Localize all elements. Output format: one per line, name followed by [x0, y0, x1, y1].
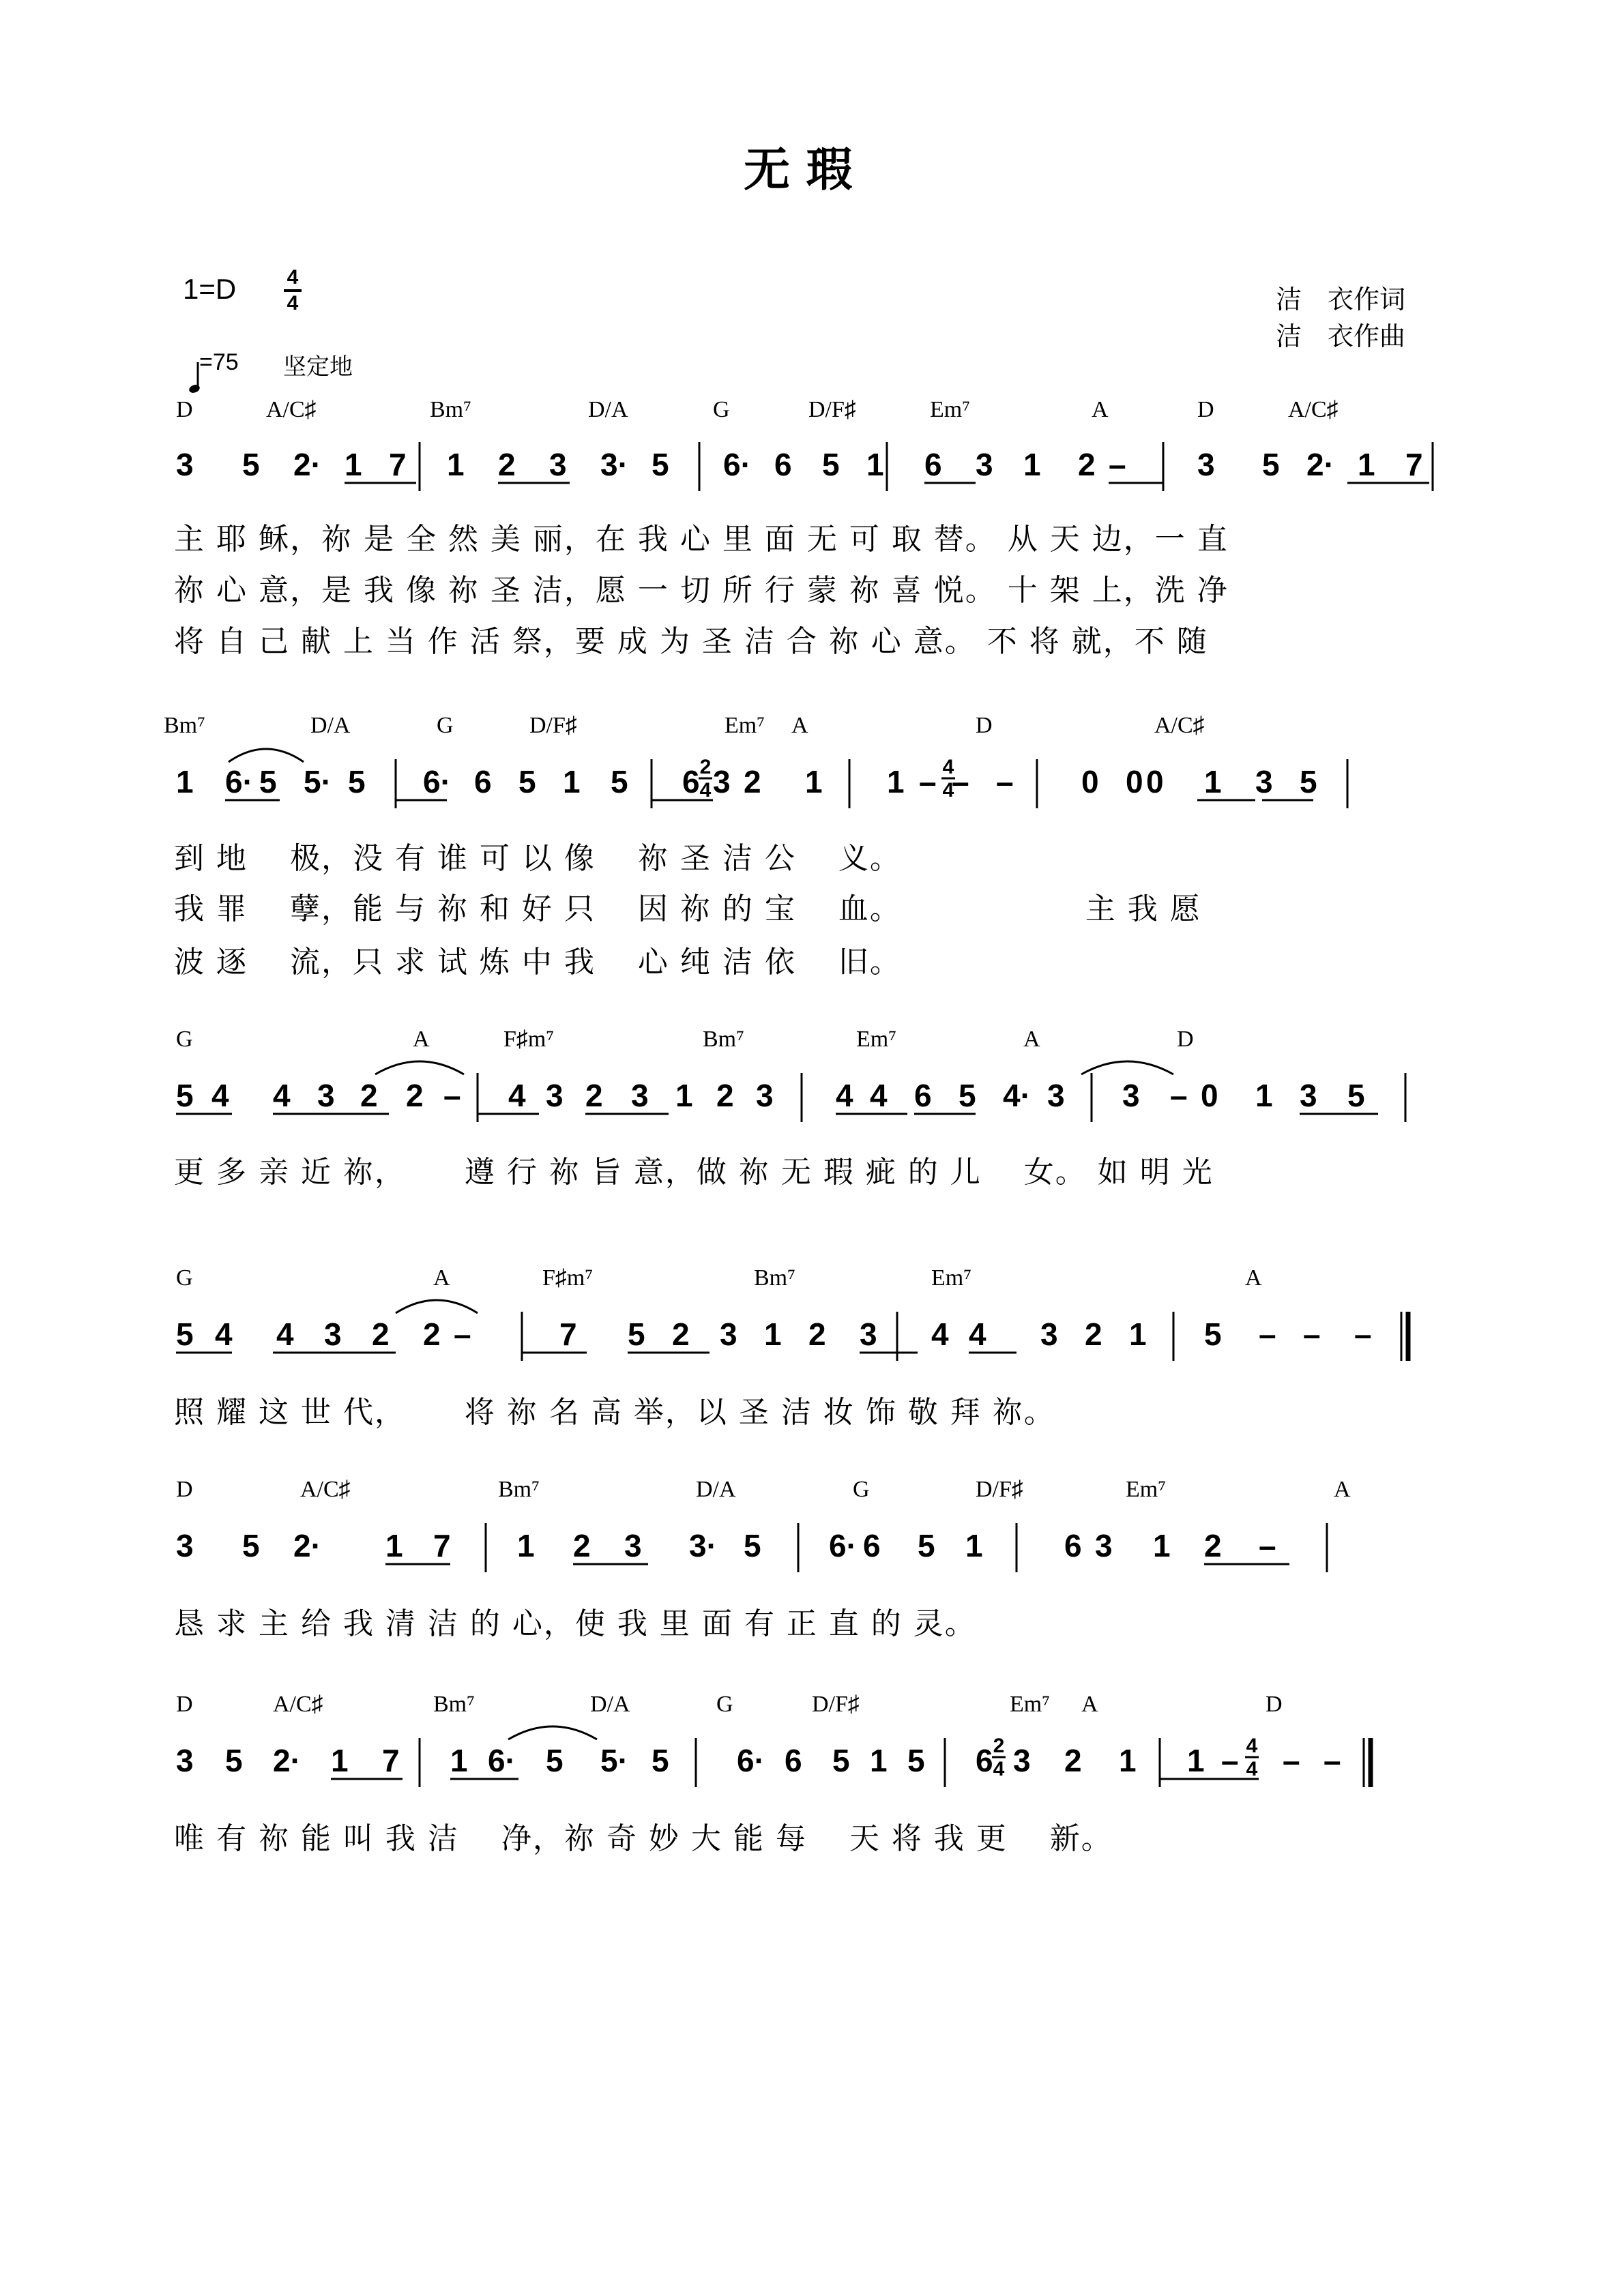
- note-numeral: 5: [611, 764, 628, 799]
- note-numeral: 3: [756, 1078, 774, 1113]
- chord-symbol: D/F♯: [808, 397, 856, 422]
- note-numeral: 6·: [225, 764, 253, 799]
- chord-symbol: Bm⁷: [703, 1027, 744, 1052]
- note-numeral: –: [1259, 1316, 1276, 1352]
- note-numeral: 2: [808, 1316, 826, 1352]
- note-numeral: 5: [348, 764, 366, 799]
- chord-symbol: Bm⁷: [430, 397, 471, 422]
- chord-symbol: G: [176, 1027, 193, 1052]
- note-numeral: 4: [931, 1316, 949, 1352]
- note-numeral: 5: [918, 1528, 935, 1563]
- chord-symbol: G: [437, 713, 454, 738]
- chord-symbol: D: [176, 1692, 193, 1717]
- chord-symbol: A: [1023, 1027, 1040, 1052]
- note-numeral: 1: [1153, 1528, 1171, 1563]
- note-numeral: 2: [1064, 1743, 1082, 1778]
- note-numeral: 1: [1204, 764, 1222, 799]
- note-numeral: 5: [832, 1743, 850, 1778]
- note-numeral: 5: [1300, 764, 1317, 799]
- chord-symbol: D: [976, 713, 993, 738]
- note-numeral: 5: [259, 764, 277, 799]
- chord-symbol: A/C♯: [300, 1477, 351, 1502]
- chord-symbol: F♯m⁷: [542, 1265, 594, 1291]
- note-numeral: 7: [433, 1528, 451, 1563]
- note-numeral: 3: [624, 1528, 642, 1563]
- chord-symbol: D: [1266, 1692, 1283, 1717]
- note-numeral: 2·: [273, 1743, 301, 1778]
- note-numeral: 1: [1187, 1743, 1205, 1778]
- lyric-line: 波 逐 流，只 求 试 炼 中 我 心 纯 洁 依 旧。: [174, 945, 901, 980]
- note-numeral: 3: [631, 1078, 649, 1113]
- note-numeral: –: [952, 764, 969, 799]
- note-numeral: 5: [242, 1528, 260, 1563]
- note-numeral: 3: [1197, 447, 1215, 482]
- note-numeral: 1: [176, 764, 194, 799]
- chord-symbol: Em⁷: [725, 713, 765, 738]
- note-numeral: 3: [176, 1743, 194, 1778]
- note-numeral: 2: [585, 1078, 603, 1113]
- note-numeral: 3: [1255, 764, 1273, 799]
- note-numeral: 1: [1255, 1078, 1273, 1113]
- time-signature-top: 4: [287, 266, 299, 289]
- meter-change-top: 4: [1246, 1735, 1258, 1757]
- note-numeral: 2·: [1306, 447, 1334, 482]
- key-signature: 1=D: [183, 273, 237, 305]
- note-numeral: 1: [450, 1743, 468, 1778]
- chord-symbol: Bm⁷: [754, 1265, 795, 1291]
- note-numeral: 6: [774, 447, 792, 482]
- note-numeral: 3: [713, 764, 731, 799]
- chord-symbol: A/C♯: [1154, 713, 1205, 738]
- note-numeral: 5: [518, 764, 536, 799]
- note-numeral: 1: [1358, 447, 1375, 482]
- note-numeral: 2: [372, 1316, 390, 1352]
- slur-arc: [375, 1061, 464, 1074]
- note-numeral: 6: [924, 447, 942, 482]
- note-numeral: 3: [1095, 1528, 1113, 1563]
- note-numeral: 1: [447, 447, 465, 482]
- note-numeral: 6: [914, 1078, 932, 1113]
- note-numeral: 2: [1204, 1528, 1222, 1563]
- chord-symbol: D/A: [696, 1477, 736, 1502]
- note-numeral: 3: [176, 447, 194, 482]
- lyric-line: 主 耶 稣，祢 是 全 然 美 丽，在 我 心 里 面 无 可 取 替。 从 天 边，一 直: [174, 522, 1229, 557]
- note-numeral: 4: [836, 1078, 853, 1113]
- note-numeral: 2·: [293, 447, 321, 482]
- note-numeral: 5: [1262, 447, 1280, 482]
- chord-symbol: A: [1245, 1265, 1262, 1291]
- note-numeral: 3·: [600, 447, 628, 482]
- chord-symbol: D/F♯: [812, 1692, 860, 1717]
- note-numeral: 3: [1047, 1078, 1065, 1113]
- chord-symbol: D: [176, 397, 193, 422]
- note-numeral: 1: [331, 1743, 349, 1778]
- chord-symbol: D/A: [588, 397, 628, 422]
- note-numeral: 1: [1129, 1316, 1147, 1352]
- chord-symbol: G: [713, 397, 730, 422]
- note-numeral: 1: [1023, 447, 1041, 482]
- note-numeral: 5: [744, 1528, 761, 1563]
- note-numeral: 5·: [600, 1743, 628, 1778]
- note-numeral: 6: [1064, 1528, 1082, 1563]
- chord-symbol: Em⁷: [1010, 1692, 1051, 1717]
- chord-symbol: Em⁷: [930, 397, 971, 422]
- note-numeral: –: [1259, 1528, 1276, 1563]
- chord-symbol: Em⁷: [856, 1027, 897, 1052]
- note-numeral: 7: [559, 1316, 577, 1352]
- note-numeral: 1: [965, 1528, 983, 1563]
- note-numeral: 6·: [829, 1528, 857, 1563]
- lyric-line: 我 罪 孽，能 与 祢 和 好 只 因 祢 的 宝 血。 主 我 愿: [174, 892, 1201, 926]
- chord-symbol: A: [1334, 1477, 1351, 1502]
- note-numeral: 3·: [689, 1528, 717, 1563]
- note-numeral: 3: [317, 1078, 335, 1113]
- note-numeral: 1: [1119, 1743, 1137, 1778]
- chord-symbol: A/C♯: [273, 1692, 323, 1717]
- note-numeral: 3: [860, 1316, 877, 1352]
- note-numeral: 5: [959, 1078, 976, 1113]
- chord-symbol: D/F♯: [529, 713, 577, 738]
- note-numeral: 5: [225, 1743, 243, 1778]
- note-numeral: –: [1303, 1316, 1321, 1352]
- note-numeral: 6·: [723, 447, 751, 482]
- note-numeral: 4: [211, 1078, 229, 1113]
- time-signature-bottom: 4: [287, 292, 299, 314]
- note-numeral: 1: [870, 1743, 888, 1778]
- slur-arc: [508, 1726, 597, 1739]
- note-numeral: 1: [563, 764, 581, 799]
- note-numeral: 1: [385, 1528, 403, 1563]
- chord-symbol: D: [1177, 1027, 1194, 1052]
- note-numeral: –: [1109, 447, 1126, 482]
- lyricist-credit: 洁 衣作词: [1276, 284, 1406, 314]
- tempo-marking: =75: [199, 349, 239, 375]
- note-numeral: 2: [716, 1078, 734, 1113]
- lyric-line: 恳 求 主 给 我 清 洁 的 心，使 我 里 面 有 正 直 的 灵。: [174, 1606, 976, 1641]
- note-numeral: 2: [573, 1528, 591, 1563]
- note-numeral: 2: [360, 1078, 378, 1113]
- note-numeral: 6·: [423, 764, 451, 799]
- note-numeral: 5: [546, 1743, 564, 1778]
- slur-arc: [1081, 1061, 1173, 1074]
- note-numeral: 6: [682, 764, 700, 799]
- note-numeral: 0: [1126, 764, 1143, 799]
- meter-change-bottom: 4: [942, 779, 954, 801]
- note-numeral: 0: [1201, 1078, 1218, 1113]
- note-numeral: 3: [549, 447, 567, 482]
- note-numeral: –: [919, 764, 937, 799]
- note-numeral: –: [1324, 1743, 1341, 1778]
- note-numeral: 5: [176, 1316, 194, 1352]
- note-numeral: –: [996, 764, 1014, 799]
- note-numeral: 4: [508, 1078, 526, 1113]
- note-numeral: 5: [628, 1316, 645, 1352]
- chord-symbol: G: [176, 1265, 193, 1291]
- note-numeral: 0: [1146, 764, 1164, 799]
- note-numeral: 7: [389, 447, 407, 482]
- lyric-line: 将 自 己 献 上 当 作 活 祭，要 成 为 圣 洁 合 祢 心 意。 不 将 就，不 随: [174, 624, 1208, 659]
- chord-symbol: A: [433, 1265, 450, 1291]
- note-numeral: 1: [675, 1078, 693, 1113]
- note-numeral: –: [1354, 1316, 1372, 1352]
- note-numeral: –: [1283, 1743, 1300, 1778]
- chord-symbol: D: [176, 1477, 193, 1502]
- note-numeral: 5: [242, 447, 260, 482]
- chord-symbol: D/F♯: [976, 1477, 1023, 1502]
- note-numeral: 2: [744, 764, 761, 799]
- meter-change-bottom: 4: [993, 1758, 1005, 1780]
- note-numeral: 3: [324, 1316, 342, 1352]
- note-numeral: 3: [1122, 1078, 1140, 1113]
- slur-arc: [229, 749, 304, 762]
- chord-symbol: D: [1197, 397, 1214, 422]
- chord-symbol: Em⁷: [931, 1265, 972, 1291]
- chord-symbol: Bm⁷: [433, 1692, 475, 1717]
- note-numeral: 5: [652, 447, 669, 482]
- note-numeral: 1: [517, 1528, 535, 1563]
- chord-symbol: G: [853, 1477, 870, 1502]
- chord-symbol: Em⁷: [1126, 1477, 1167, 1502]
- note-numeral: 3: [1300, 1078, 1317, 1113]
- lyric-line: 唯 有 祢 能 叫 我 洁 净，祢 奇 妙 大 能 每 天 将 我 更 新。: [174, 1821, 1113, 1856]
- note-numeral: 6·: [737, 1743, 765, 1778]
- note-numeral: 4: [870, 1078, 888, 1113]
- chord-symbol: A/C♯: [266, 397, 317, 422]
- note-numeral: 1: [887, 764, 905, 799]
- chord-symbol: D/A: [590, 1692, 630, 1717]
- note-numeral: 6: [474, 764, 492, 799]
- note-numeral: 6: [863, 1528, 881, 1563]
- chord-symbol: A: [1092, 397, 1109, 422]
- note-numeral: –: [443, 1078, 461, 1113]
- lyric-line: 更 多 亲 近 祢， 遵 行 祢 旨 意，做 祢 无 瑕 疵 的 儿 女。 如 明 光: [174, 1155, 1214, 1190]
- note-numeral: 1: [805, 764, 823, 799]
- note-numeral: –: [1221, 1743, 1239, 1778]
- note-numeral: 1: [345, 447, 362, 482]
- note-numeral: 2: [1085, 1316, 1102, 1352]
- note-numeral: 6: [976, 1743, 993, 1778]
- note-numeral: 4: [969, 1316, 986, 1352]
- chord-symbol: Bm⁷: [498, 1477, 540, 1502]
- chord-symbol: A: [791, 713, 808, 738]
- lyric-line: 祢 心 意，是 我 像 祢 圣 洁，愿 一 切 所 行 蒙 祢 喜 悦。 十 架 上，洗 净: [174, 573, 1229, 608]
- note-numeral: 4: [273, 1078, 291, 1113]
- note-numeral: 7: [1405, 447, 1423, 482]
- note-numeral: 3: [1040, 1316, 1058, 1352]
- note-numeral: 5: [652, 1743, 669, 1778]
- note-numeral: 5: [1204, 1316, 1222, 1352]
- chord-symbol: A/C♯: [1288, 397, 1339, 422]
- note-numeral: 3: [720, 1316, 737, 1352]
- note-numeral: 1: [764, 1316, 782, 1352]
- chord-symbol: D/A: [310, 713, 351, 738]
- note-numeral: 6·: [488, 1743, 516, 1778]
- meter-change-bottom: 4: [699, 779, 712, 801]
- note-numeral: 0: [1081, 764, 1099, 799]
- note-numeral: 5: [822, 447, 840, 482]
- meter-change-top: 2: [699, 756, 712, 778]
- note-numeral: 2: [672, 1316, 690, 1352]
- composer-credit: 洁 衣作曲: [1276, 321, 1406, 351]
- note-numeral: 4·: [1003, 1078, 1031, 1113]
- note-numeral: 6: [785, 1743, 802, 1778]
- slur-arc: [396, 1300, 478, 1313]
- meter-change-top: 4: [942, 756, 954, 778]
- meter-change-bottom: 4: [1246, 1758, 1258, 1780]
- chord-symbol: G: [716, 1692, 733, 1717]
- note-numeral: 5: [907, 1743, 925, 1778]
- chord-symbol: A: [413, 1027, 430, 1052]
- note-numeral: 3: [976, 447, 993, 482]
- note-numeral: 2: [1078, 447, 1096, 482]
- note-numeral: 2: [423, 1316, 441, 1352]
- note-numeral: 2: [406, 1078, 424, 1113]
- chord-symbol: F♯m⁷: [503, 1027, 555, 1052]
- chord-symbol: A: [1081, 1692, 1098, 1717]
- meter-change-top: 2: [993, 1735, 1005, 1757]
- note-numeral: 3: [176, 1528, 194, 1563]
- note-numeral: –: [454, 1316, 471, 1352]
- note-numeral: 2: [498, 447, 516, 482]
- note-numeral: –: [1170, 1078, 1188, 1113]
- note-numeral: 2·: [293, 1528, 321, 1563]
- song-title: 无 瑕: [744, 143, 853, 197]
- expression-marking: 坚定地: [283, 353, 353, 381]
- note-numeral: 7: [382, 1743, 400, 1778]
- lyric-line: 照 耀 这 世 代， 将 祢 名 高 举，以 圣 洁 妆 饰 敬 拜 祢。: [174, 1395, 1055, 1430]
- note-numeral: 4: [215, 1316, 233, 1352]
- note-numeral: 4: [276, 1316, 294, 1352]
- chord-symbol: Bm⁷: [164, 713, 205, 738]
- note-numeral: 3: [1013, 1743, 1031, 1778]
- note-numeral: 3: [546, 1078, 564, 1113]
- lyric-line: 到 地 极，没 有 谁 可 以 像 祢 圣 洁 公 义。: [174, 841, 901, 876]
- note-numeral: 5: [1347, 1078, 1365, 1113]
- note-numeral: 5: [176, 1078, 194, 1113]
- note-numeral: 1: [866, 447, 884, 482]
- note-numeral: 5·: [304, 764, 332, 799]
